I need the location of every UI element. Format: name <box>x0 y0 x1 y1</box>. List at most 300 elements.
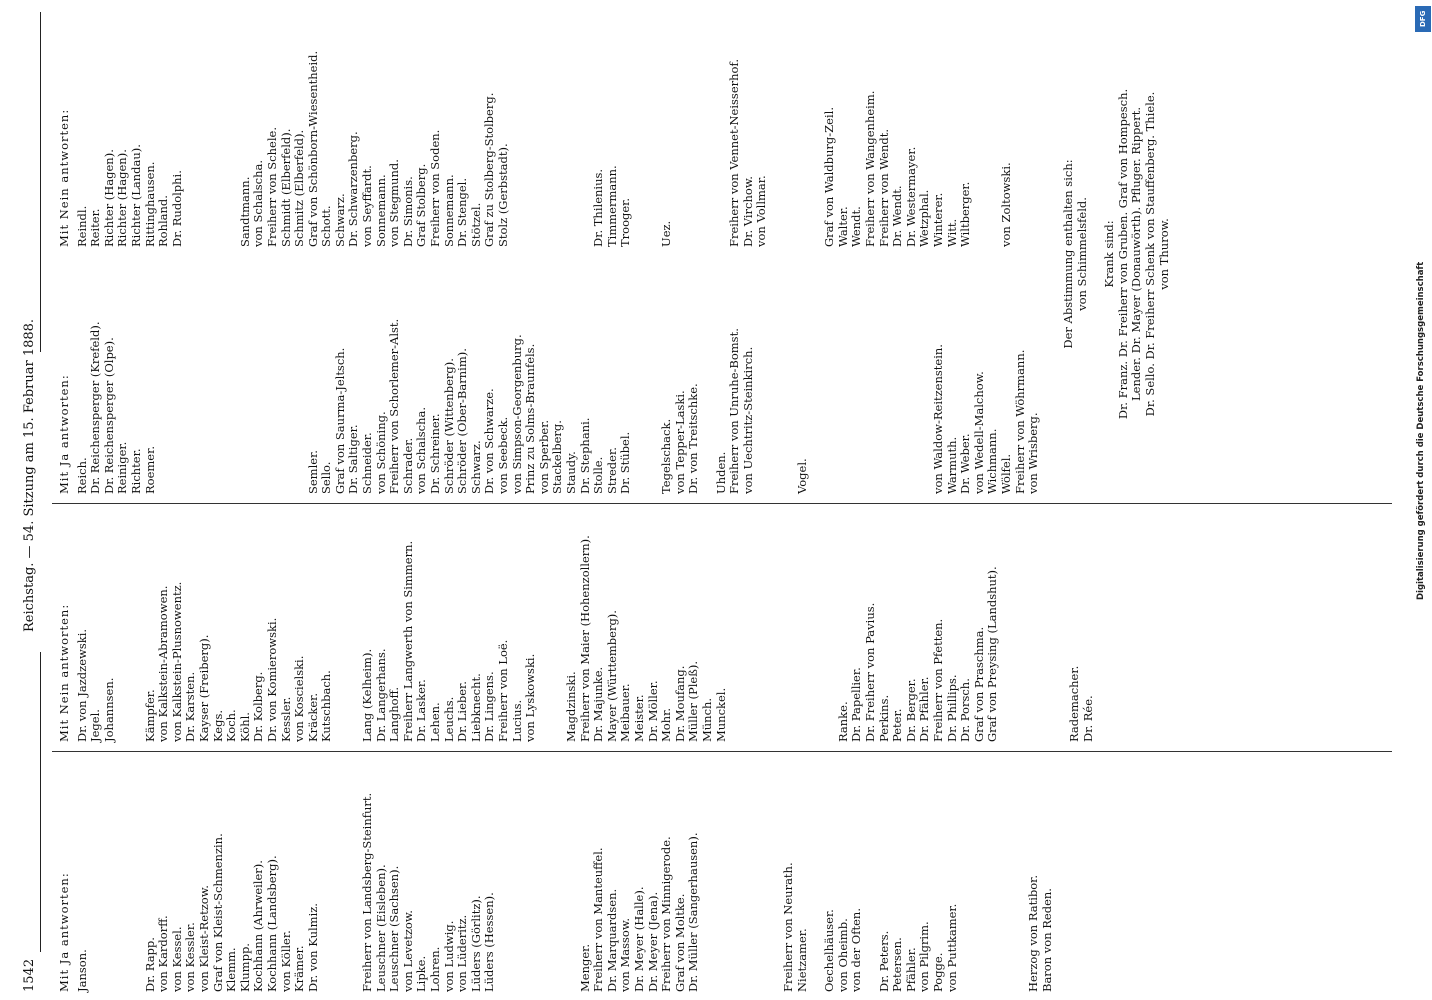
member-name: Rittinghausen. <box>142 161 157 247</box>
member-name: von Kardorff. <box>156 915 171 992</box>
member-name: Meibauer. <box>618 683 633 742</box>
spacer <box>796 535 810 742</box>
member-name: Lüders (Görlitz). <box>468 895 483 992</box>
member-name: Timmermann. <box>604 165 619 247</box>
member-name: Dr. von Treitschke. <box>686 383 701 494</box>
spacer <box>212 51 226 247</box>
page-header <box>12 12 52 992</box>
spacer <box>769 535 783 742</box>
member-name: Witt. <box>944 218 959 247</box>
member-name: Richter (Hagen). <box>101 149 116 247</box>
member-name: von Lyskowski. <box>523 653 538 742</box>
member-name: Dr. Kolberg. <box>251 671 266 742</box>
member-name: von Sperber. <box>536 419 551 494</box>
member-name: Freiherr von Wangenheim. <box>863 90 878 247</box>
spacer <box>551 51 565 247</box>
member-name: Perkins. <box>876 694 891 742</box>
member-name: Reiniger. <box>115 441 130 494</box>
spacer <box>728 535 742 742</box>
spacer <box>823 535 837 742</box>
member-name: Kessler. <box>278 696 293 742</box>
member-name: Reindl. <box>74 205 89 247</box>
member-name: Freiherr von Schele. <box>264 127 279 247</box>
spacer <box>130 535 144 742</box>
member-name: von Schalscha. <box>251 159 266 247</box>
column-divider <box>52 751 1392 752</box>
member-name: Dr. Westermayer. <box>903 146 918 247</box>
member-name: Freiherr von Maier (Hohenzollern). <box>577 535 592 742</box>
spacer <box>1014 793 1028 992</box>
spacer <box>157 319 171 494</box>
member-name: Liebknecht. <box>468 673 483 742</box>
column-heading: Mit Nein antworten: <box>57 603 71 742</box>
spacer <box>810 319 824 494</box>
member-name: Freiherr von Neurath. <box>781 862 796 992</box>
member-name: von Seebeck. <box>496 416 510 494</box>
spacer <box>810 535 824 742</box>
member-name: Dr. Stephani. <box>577 417 592 494</box>
page-title: Reichstag. — 54. Sitzung am 15. Februar 1888. <box>22 318 37 632</box>
spacer <box>1041 535 1055 742</box>
spacer <box>715 793 729 992</box>
member-name: von Puttkamer. <box>944 903 959 992</box>
member-name: Klumpp. <box>237 943 252 992</box>
spacer <box>973 793 987 992</box>
member-name: Mayer (Württemberg). <box>604 610 619 742</box>
member-name: Dr. Stengel. <box>455 178 470 247</box>
member-name: Dr. Majunke. <box>591 666 606 742</box>
spacer <box>347 793 361 992</box>
member-name: Kayser (Freiberg). <box>196 634 211 742</box>
member-name: Roemer. <box>142 446 157 494</box>
member-name: Stolz (Gerbstadt). <box>496 143 510 247</box>
spacer <box>293 319 307 494</box>
member-name: Stolle. <box>591 456 606 494</box>
member-name: Uhden. <box>713 451 728 494</box>
member-name: Schröder (Wittenberg). <box>441 358 456 494</box>
member-name: Dr. Reichensperger (Krefeld). <box>88 321 103 494</box>
spacer <box>538 535 552 742</box>
member-name: Jegel. <box>88 709 103 742</box>
column-divider <box>52 503 1392 504</box>
spacer <box>715 51 729 247</box>
member-name: Dr. Möller. <box>645 680 660 742</box>
member-name: Dr. Lieber. <box>455 681 470 742</box>
spacer <box>633 319 647 494</box>
closing-block <box>1062 14 1171 494</box>
spacer <box>837 319 851 494</box>
member-name: von Schöning. <box>373 411 388 494</box>
member-name: von Schalscha. <box>414 406 429 494</box>
member-name: Reich. <box>74 457 89 494</box>
column-4 <box>58 51 1014 247</box>
member-name: Oechelhäuser. <box>822 909 837 992</box>
member-name: Graf von Praschma. <box>971 626 986 742</box>
member-name: von Waldow-Reitzenstein. <box>931 344 945 494</box>
member-name: von Uechtritz-Steinkirch. <box>740 346 755 494</box>
member-name: Dr. von Komierowski. <box>264 617 279 742</box>
member-name: Klemm. <box>224 947 239 992</box>
member-name: Lehen. <box>428 702 443 742</box>
member-name: Dr. Meyer (Halle). <box>631 886 646 992</box>
member-name: Müller (Pleß). <box>686 660 701 742</box>
spacer <box>1014 535 1028 742</box>
spacer <box>497 793 511 992</box>
member-name: Schmidt (Elberfeld). <box>278 128 293 247</box>
member-name: Dr. Marquardsen. <box>604 888 619 992</box>
member-name: Freiherr von Vennet-Neisserhof. <box>727 59 742 247</box>
member-name: von Oheimb. <box>835 918 850 992</box>
column-entries <box>76 793 1055 992</box>
header-rule-right <box>40 12 41 352</box>
spacer <box>742 793 756 992</box>
spacer <box>864 793 878 992</box>
member-name: Dr. Moufang. <box>672 665 687 742</box>
member-name: Dr. Peters. <box>876 930 891 992</box>
spacer <box>225 51 239 247</box>
member-name: von Massow. <box>618 918 633 992</box>
spacer <box>973 51 987 247</box>
member-name: von Köller. <box>278 930 293 992</box>
spacer <box>769 319 783 494</box>
spacer <box>647 319 661 494</box>
member-name: Reiter. <box>88 208 103 247</box>
column-heading: Mit Nein antworten: <box>57 108 71 247</box>
column-heading: Mit Ja antworten: <box>57 872 71 992</box>
member-name: Freiherr von Loë. <box>496 639 510 742</box>
member-name: Dr. Lasker. <box>414 679 429 742</box>
member-name: Stötzel. <box>468 202 483 247</box>
member-name: Dr. Weber. <box>958 433 973 494</box>
member-name: von Levetzow. <box>400 910 415 992</box>
member-name: von Pilgrim. <box>917 921 932 992</box>
member-name: Nietzamer. <box>795 928 810 992</box>
member-name: von der Often. <box>849 908 864 992</box>
member-name: Freiherr von Manteuffel. <box>591 847 606 992</box>
spacer <box>198 51 212 247</box>
spacer <box>864 319 878 494</box>
member-name: Herzog von Ratibor. <box>1026 874 1041 992</box>
member-name: Kochhann (Landsberg). <box>264 855 279 992</box>
member-name: Kochhann (Ahrweiler). <box>251 860 266 992</box>
spacer <box>755 793 769 992</box>
member-name: Petersen. <box>890 937 905 992</box>
member-name: Semler. <box>305 450 320 494</box>
member-name: Dr. Schwarzenberg. <box>346 131 361 247</box>
column-2 <box>58 535 1095 742</box>
member-name: Dr. Freiherr von Pavius. <box>863 602 878 742</box>
member-name: Freiherr von Wöhrmann. <box>1012 349 1027 494</box>
spacer <box>674 51 688 247</box>
member-name: Dr. Berger. <box>903 678 918 742</box>
spacer <box>850 319 864 494</box>
spacer <box>823 319 837 494</box>
member-name: Koch. <box>224 709 239 742</box>
spacer <box>347 535 361 742</box>
member-name: Graf von Kleist-Schmenzin. <box>210 833 225 992</box>
spacer <box>755 535 769 742</box>
spacer <box>782 51 796 247</box>
sick-names-line-3: Dr. Sello. Dr. Freiherr Schenk von Stauffenberg. Thiele. <box>1142 91 1157 417</box>
dfg-logo: DFG <box>1415 6 1431 32</box>
abstained-names: von Schimmelsfeld. <box>1074 197 1089 311</box>
spacer <box>1000 535 1014 742</box>
member-name: Mohr. <box>659 708 674 742</box>
member-name: Lucius. <box>509 699 524 742</box>
member-name: Warmuth. <box>944 436 959 494</box>
member-name: Freiherr von Minnigerode. <box>659 836 674 992</box>
spacer <box>959 793 973 992</box>
member-name: Schwarz. <box>332 193 347 247</box>
spacer <box>810 51 824 247</box>
member-name: Lipke. <box>414 955 429 992</box>
member-name: Pfähler. <box>903 947 918 992</box>
member-name: von Kleist-Retzow. <box>196 885 211 992</box>
spacer <box>89 793 103 992</box>
member-name: Köhl. <box>237 712 252 742</box>
member-name: Dr. Meyer (Jena). <box>645 891 660 992</box>
member-name: Dr. Phillips. <box>944 674 959 742</box>
member-name: von Simpson-Georgenburg. <box>509 334 524 494</box>
abstained-heading: Der Abstimmung enthalten sich: <box>1061 159 1075 349</box>
spacer <box>633 51 647 247</box>
member-name: Sonnemann. <box>373 174 388 247</box>
member-name: von Tepper-Laski. <box>672 390 687 494</box>
spacer <box>212 319 226 494</box>
member-name: von Kalkstein-Abramowen. <box>156 585 171 742</box>
member-name: von Koscielski. <box>292 655 307 742</box>
member-name: Freiherr von Schorlemer-Alst. <box>387 318 402 494</box>
member-name: Lang (Kelheim). <box>360 648 375 742</box>
member-name: Wichmann. <box>985 428 1000 494</box>
spacer <box>878 319 892 494</box>
spacer <box>782 319 796 494</box>
member-name: Dr. Thilenius. <box>591 168 606 247</box>
spacer <box>334 535 348 742</box>
member-name: Graf von Schönborn-Wiesentheid. <box>305 50 320 247</box>
column-1 <box>58 793 1054 992</box>
spacer <box>239 319 253 494</box>
member-name: Schott. <box>319 205 334 247</box>
member-name: Munckel. <box>713 687 728 742</box>
member-name: Dr. Lingens. <box>482 671 497 742</box>
spacer <box>511 793 525 992</box>
member-name: Freiherr von Unruhe-Bomst. <box>727 328 742 494</box>
member-name: Leuchs. <box>441 696 456 742</box>
spacer <box>184 319 198 494</box>
spacer <box>728 793 742 992</box>
spacer <box>551 793 565 992</box>
spacer <box>266 319 280 494</box>
member-name: Baron von Reden. <box>1039 888 1054 992</box>
member-name: Dr. Porsch. <box>958 678 973 742</box>
spacer <box>334 793 348 992</box>
spacer <box>579 51 593 247</box>
spacer <box>905 319 919 494</box>
member-name: Dr. Rée. <box>1080 695 1095 742</box>
member-name: Wiltberger. <box>958 181 973 247</box>
member-name: Dr. Rapp. <box>142 937 157 992</box>
member-name: Freiherr von Wendt. <box>876 128 891 247</box>
member-name: Meister. <box>631 694 646 742</box>
member-name: Schwarz. <box>468 440 483 494</box>
member-name: Dr. von Kulmiz. <box>305 903 320 992</box>
member-name: Dr. Papellier. <box>849 667 864 742</box>
member-name: Dr. Virchow. <box>740 176 755 247</box>
member-name: Rademacher. <box>1066 665 1081 742</box>
spacer <box>280 319 294 494</box>
member-name: Freiherr von Pfetten. <box>931 618 945 742</box>
spacer <box>687 51 701 247</box>
spacer <box>701 51 715 247</box>
spacer <box>742 535 756 742</box>
sick-heading: Krank sind: <box>1102 220 1117 288</box>
spacer <box>320 793 334 992</box>
sick-names-line-2: Lender. Dr. Mayer (Donauwörth). Pfluger. Rippert. <box>1129 107 1144 401</box>
column-entries <box>76 535 1096 742</box>
member-name: Stackelberg. <box>550 420 565 494</box>
member-name: Johannsen. <box>101 677 116 742</box>
member-name: Ranke. <box>835 701 850 742</box>
member-name: Kegs. <box>210 709 225 742</box>
member-name: Wendt. <box>849 206 864 247</box>
column-entries <box>76 319 1041 494</box>
member-name: Lüders (Hessen). <box>482 892 497 992</box>
member-name: Staudy. <box>563 451 578 494</box>
member-name: Dr. Stübel. <box>618 431 633 494</box>
member-name: Freiherr von Soden. <box>428 129 443 247</box>
member-name: Dr. Rudolphi. <box>169 170 184 247</box>
spacer <box>755 319 769 494</box>
sick-names-line-4: von Thurow. <box>1156 218 1171 290</box>
member-name: Pogge. <box>931 952 945 992</box>
member-name: Graf Stolberg. <box>414 163 429 247</box>
member-name: von Kessler. <box>183 922 198 992</box>
member-name: Peter. <box>890 708 905 742</box>
spacer <box>524 793 538 992</box>
member-name: von Vollmar. <box>754 175 769 247</box>
spacer <box>225 319 239 494</box>
member-name: Kutschbach. <box>319 670 334 742</box>
spacer <box>782 535 796 742</box>
column-heading: Mit Ja antworten: <box>57 374 71 494</box>
member-name: Richter. <box>128 448 143 494</box>
member-name: Dr. von Jazdzewski. <box>74 628 89 742</box>
spacer <box>184 51 198 247</box>
member-name: Schröder (Ober-Barnim). <box>455 348 470 494</box>
spacer <box>701 793 715 992</box>
spacer <box>796 51 810 247</box>
spacer <box>538 793 552 992</box>
member-name: Dr. Schreiner. <box>428 413 443 494</box>
member-name: von Seyffardt. <box>360 165 375 247</box>
spacer <box>810 793 824 992</box>
spacer <box>647 51 661 247</box>
member-name: Prinz zu Solms-Braunfels. <box>523 343 538 494</box>
header-rule-left <box>40 652 41 952</box>
member-name: Graf von Moltke. <box>672 893 687 992</box>
member-name: Graf zu Stolberg-Stolberg. <box>482 92 497 247</box>
member-name: Rohland. <box>156 195 171 247</box>
member-name: Dr. von Schwarze. <box>482 388 497 494</box>
spacer <box>171 319 185 494</box>
member-name: Sello. <box>319 461 334 494</box>
member-name: Freiherr Langwerth von Simmern. <box>400 540 415 742</box>
spacer <box>1000 793 1014 992</box>
member-name: Graf von Waldburg-Zeil. <box>822 107 837 247</box>
member-name: Dr. Wendt. <box>890 185 905 247</box>
member-name: von Kalkstein-Plusnowentz. <box>169 581 184 742</box>
spacer <box>565 793 579 992</box>
member-name: Richter (Landau). <box>128 144 143 247</box>
member-name: Dr. Karsten. <box>183 671 198 742</box>
spacer <box>918 319 932 494</box>
member-name: Sandtmann. <box>237 176 252 247</box>
spacer <box>524 51 538 247</box>
spacer <box>252 319 266 494</box>
member-name: Streder. <box>604 447 619 494</box>
member-name: Wetzphal. <box>917 189 932 247</box>
rotated-page-content <box>12 12 1417 992</box>
member-name: von Ludwig. <box>441 920 456 992</box>
member-name: Tegelschack. <box>659 418 674 494</box>
member-name: Dr. Reichensperger (Olpe). <box>101 337 116 494</box>
member-name: Schmitz (Elberfeld). <box>292 129 307 247</box>
spacer <box>551 535 565 742</box>
member-name: Leuschner (Eisleben). <box>373 864 388 992</box>
member-name: Leuschner (Sachsen). <box>387 865 402 992</box>
member-name: von Wedell-Malchow. <box>971 371 986 494</box>
digitization-credit: Digitalisierung gefördert durch die Deutsche Forschungsgemeinschaft <box>1416 261 1426 600</box>
spacer <box>198 319 212 494</box>
member-name: von Zoltowski. <box>998 162 1013 247</box>
member-name: Münch. <box>699 697 714 742</box>
member-name: Trooger. <box>618 197 633 247</box>
spacer <box>565 51 579 247</box>
spacer <box>116 793 130 992</box>
column-entries <box>76 51 1014 247</box>
member-name: Sonnemann. <box>441 174 456 247</box>
sick-names-line-1: Dr. Franz. Dr. Freiherr von Gruben. Graf von Hompesch. <box>1115 88 1130 420</box>
member-name: Langhoff. <box>387 686 402 742</box>
member-name: Walter. <box>835 206 850 247</box>
spacer <box>986 793 1000 992</box>
column-3 <box>58 319 1041 494</box>
member-name: Richter (Hagen). <box>115 149 130 247</box>
member-name: Lohren. <box>428 946 443 992</box>
spacer <box>116 535 130 742</box>
spacer <box>1027 535 1041 742</box>
spacer <box>103 793 117 992</box>
member-name: Kräcker. <box>305 692 320 742</box>
member-name: Krämer. <box>292 945 307 992</box>
member-name: Vogel. <box>795 458 810 494</box>
member-name: Uez. <box>659 220 674 247</box>
spacer <box>891 319 905 494</box>
member-name: Dr. Saltiger. <box>346 424 361 494</box>
member-name: Graf von Preysing (Landshut). <box>985 566 1000 742</box>
member-name: Dr. Pfähler. <box>917 676 932 742</box>
member-name: Winterer. <box>931 192 945 247</box>
spacer <box>769 793 783 992</box>
member-name: Magdzinski. <box>563 671 578 742</box>
spacer <box>511 51 525 247</box>
page-number: 1542 <box>22 958 37 992</box>
member-name: von Stegmund. <box>387 159 402 247</box>
spacer <box>986 51 1000 247</box>
spacer <box>1054 535 1068 742</box>
member-name: Dr. Simonis. <box>400 176 415 247</box>
